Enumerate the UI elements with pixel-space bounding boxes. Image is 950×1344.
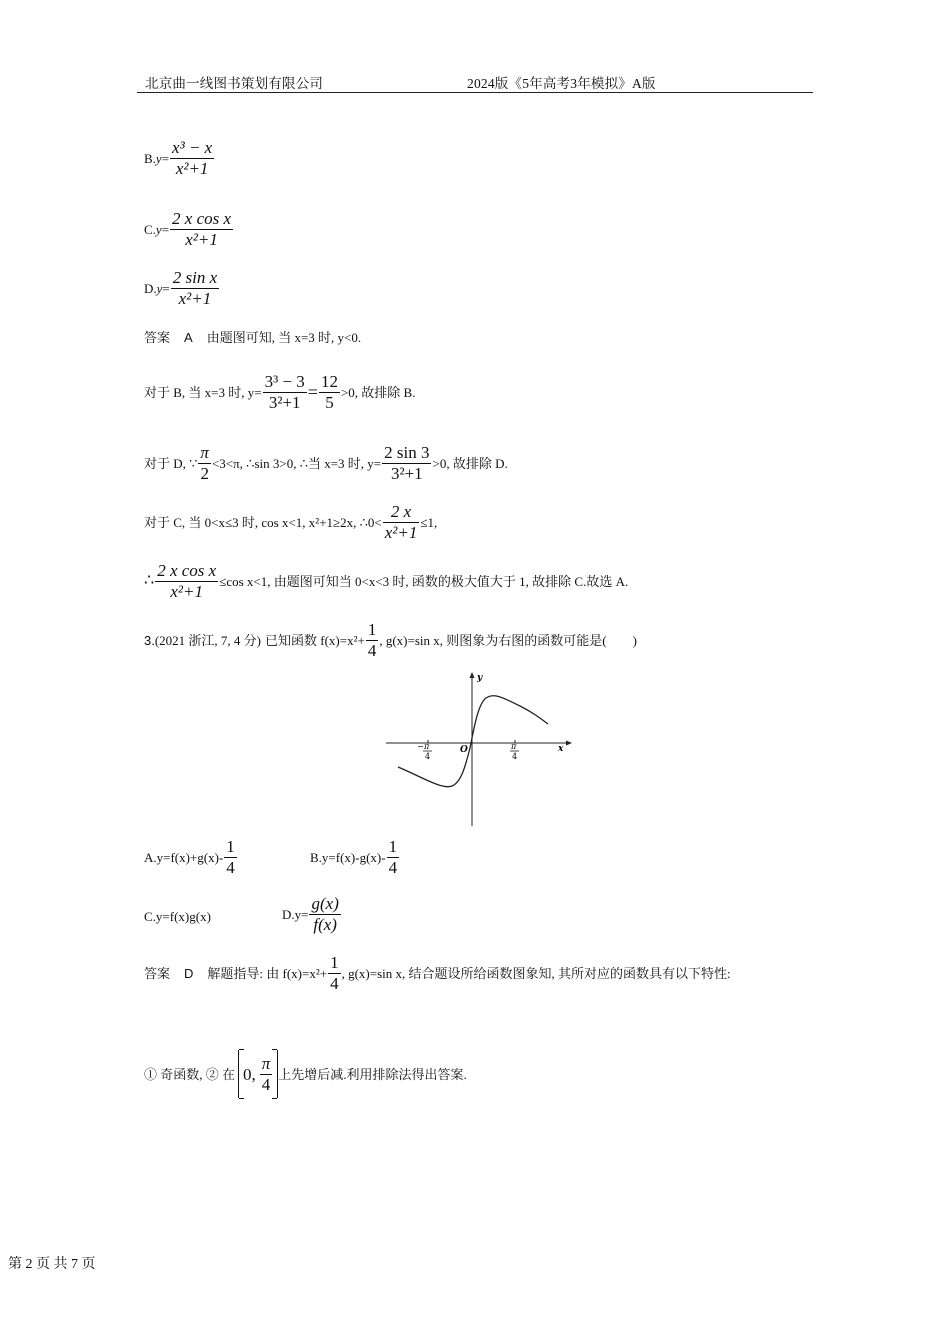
option-d-denominator: x²+1 <box>178 288 212 308</box>
answer-2 <box>144 953 731 993</box>
question-number: 3. <box>144 632 155 648</box>
interval-start: 0 <box>243 1064 252 1084</box>
interval-end-fraction <box>260 1054 273 1094</box>
choice-c-text: C.y=f(x)g(x) <box>144 909 211 924</box>
line-b-den2: 5 <box>325 392 334 412</box>
answer-2-den: 4 <box>330 973 339 993</box>
choice-d-pre: D.y= <box>282 906 309 922</box>
answer-2-fraction <box>328 953 341 993</box>
option-d-label: D. <box>144 280 157 296</box>
choice-b <box>310 837 400 877</box>
solution-line-c <box>144 502 437 542</box>
tick-left-den: 4 <box>425 752 431 761</box>
function-graph <box>380 668 580 830</box>
choice-d-fraction <box>309 894 340 934</box>
question-post: , g(x)=sin x, 则图象为右图的函数可能是( ) <box>379 632 637 648</box>
line-d-den1: 2 <box>200 463 209 483</box>
line-b-pre: 对于 B, 当 x=3 时, y= <box>144 384 262 400</box>
question-den: 4 <box>367 640 377 660</box>
choice-a-pre: A.y=f(x)+g(x)- <box>144 849 224 865</box>
solution-line-b <box>144 372 415 412</box>
option-b-denominator: x²+1 <box>175 158 209 178</box>
x-axis-label: x <box>558 744 564 754</box>
option-d-eq: = <box>162 280 170 296</box>
option-c <box>144 209 234 249</box>
choice-a-fraction <box>224 837 237 877</box>
line-d-num2: 2 sin 3 <box>384 443 430 462</box>
option-b <box>144 138 215 178</box>
property-pre: ① 奇函数, ② 在 <box>144 1066 236 1082</box>
line-b-num1: 3³ − 3 <box>264 372 305 391</box>
option-c-label: C. <box>144 221 156 237</box>
line-c2-num: 2 x cos x <box>157 561 217 580</box>
answer-1 <box>144 331 361 344</box>
interval-end-num: π <box>261 1053 271 1073</box>
option-c-denominator: x²+1 <box>185 229 218 249</box>
choice-b-fraction <box>387 837 400 877</box>
header-left: 北京曲一线图书策划有限公司 <box>145 76 324 91</box>
line-c-pre: 对于 C, 当 0<x≤3 时, cos x<1, x²+1≥2x, ∴0< <box>144 514 382 530</box>
option-b-fraction <box>170 138 214 178</box>
option-c-eq: = <box>161 221 170 237</box>
line-b-den1: 3²+1 <box>268 392 301 412</box>
answer-2-pre: 解题指导: 由 f(x)=x²+ <box>207 965 328 981</box>
option-d-y: y <box>156 280 163 296</box>
question-3 <box>144 620 637 660</box>
choice-d <box>282 894 342 934</box>
answer-1-letter: A <box>184 330 193 345</box>
option-b-numerator: x³ − x <box>172 138 213 157</box>
question-num: 1 <box>367 620 377 639</box>
line-d-den2: 3²+1 <box>390 463 423 483</box>
interval-bracket <box>238 1050 278 1098</box>
line-d-pre: 对于 D, ∵ <box>144 455 198 471</box>
header-rule <box>137 92 813 93</box>
line-c-post: ≤1, <box>420 514 438 530</box>
line-c-num: 2 x <box>390 502 412 521</box>
answer-1-tag: 答案 <box>144 330 171 345</box>
line-c2-fraction <box>155 561 218 601</box>
line-d-mid: <3<π, ∴sin 3>0, ∴当 x=3 时, y= <box>211 455 382 471</box>
option-c-y: y <box>155 221 162 237</box>
option-b-y: y <box>155 150 162 166</box>
y-axis-label: y <box>477 673 483 683</box>
interval-end-den: 4 <box>261 1074 271 1094</box>
line-c2-post: ≤cos x<1, 由题图可知当 0<x<3 时, 函数的极大值大于 1, 故排除 C.故选 A. <box>219 573 629 589</box>
line-b-fraction-2 <box>319 372 340 412</box>
answer-2-post: , g(x)=sin x, 结合题设所给函数图象知, 其所对应的函数具有以下特性: <box>341 965 731 981</box>
line-c2-den: x²+1 <box>170 581 203 601</box>
choice-c <box>144 910 211 923</box>
answer-2-num: 1 <box>330 953 339 972</box>
option-c-fraction <box>170 209 233 249</box>
option-d <box>144 268 220 308</box>
choice-d-num: g(x) <box>311 894 339 913</box>
line-b-eq: = <box>307 382 318 403</box>
option-d-fraction <box>171 268 219 308</box>
question-fraction <box>366 620 379 660</box>
interval-comma: , <box>251 1064 256 1084</box>
option-c-numerator: 2 x cos x <box>172 209 232 228</box>
answer-2-letter: D <box>184 965 194 981</box>
header-right: 2024版《5年高考3年模拟》A版 <box>467 76 656 91</box>
question-pre: 已知函数 f(x)=x²+ <box>265 632 365 648</box>
line-d-fraction-2 <box>382 443 431 483</box>
line-b-post: >0, 故排除 B. <box>340 384 416 400</box>
tick-left-num: π <box>424 742 430 751</box>
line-c-fraction <box>383 502 420 542</box>
tick-left-sign: − <box>417 742 424 751</box>
choice-d-den: f(x) <box>313 914 337 934</box>
option-b-label: B. <box>144 150 156 166</box>
choice-a <box>144 837 238 877</box>
choice-b-pre: B.y=f(x)-g(x)- <box>310 849 386 865</box>
y-axis-arrow <box>470 672 475 678</box>
line-c-den: x²+1 <box>384 522 418 542</box>
line-c2-pre: ∴ <box>144 572 155 590</box>
line-b-fraction-1 <box>263 372 307 412</box>
tick-right-num: π <box>511 742 517 751</box>
tick-right-den: 4 <box>512 752 518 761</box>
origin-label: O <box>460 745 468 755</box>
question-source: (2021 浙江, 7, 4 分) <box>154 632 262 648</box>
property-line <box>144 1050 467 1098</box>
option-d-numerator: 2 sin x <box>172 268 218 287</box>
line-d-post: >0, 故排除 D. <box>432 455 508 471</box>
answer-1-text: 由题图可知, 当 x=3 时, y<0. <box>206 330 362 345</box>
choice-b-den: 4 <box>388 857 398 877</box>
choice-b-num: 1 <box>388 837 398 856</box>
line-b-num2: 12 <box>320 372 338 391</box>
option-b-eq: = <box>161 150 170 166</box>
choice-a-den: 4 <box>226 857 235 877</box>
choice-a-num: 1 <box>226 837 235 856</box>
solution-line-c2 <box>144 561 628 601</box>
x-axis-arrow <box>566 741 572 746</box>
line-d-num1: π <box>200 443 209 462</box>
page-number: 第 2 页 共 7 页 <box>8 1257 96 1272</box>
answer-2-tag: 答案 <box>144 965 171 981</box>
solution-line-d <box>144 443 508 483</box>
property-post: 上先增后减.利用排除法得出答案. <box>278 1066 467 1082</box>
line-d-fraction-1 <box>198 443 211 483</box>
